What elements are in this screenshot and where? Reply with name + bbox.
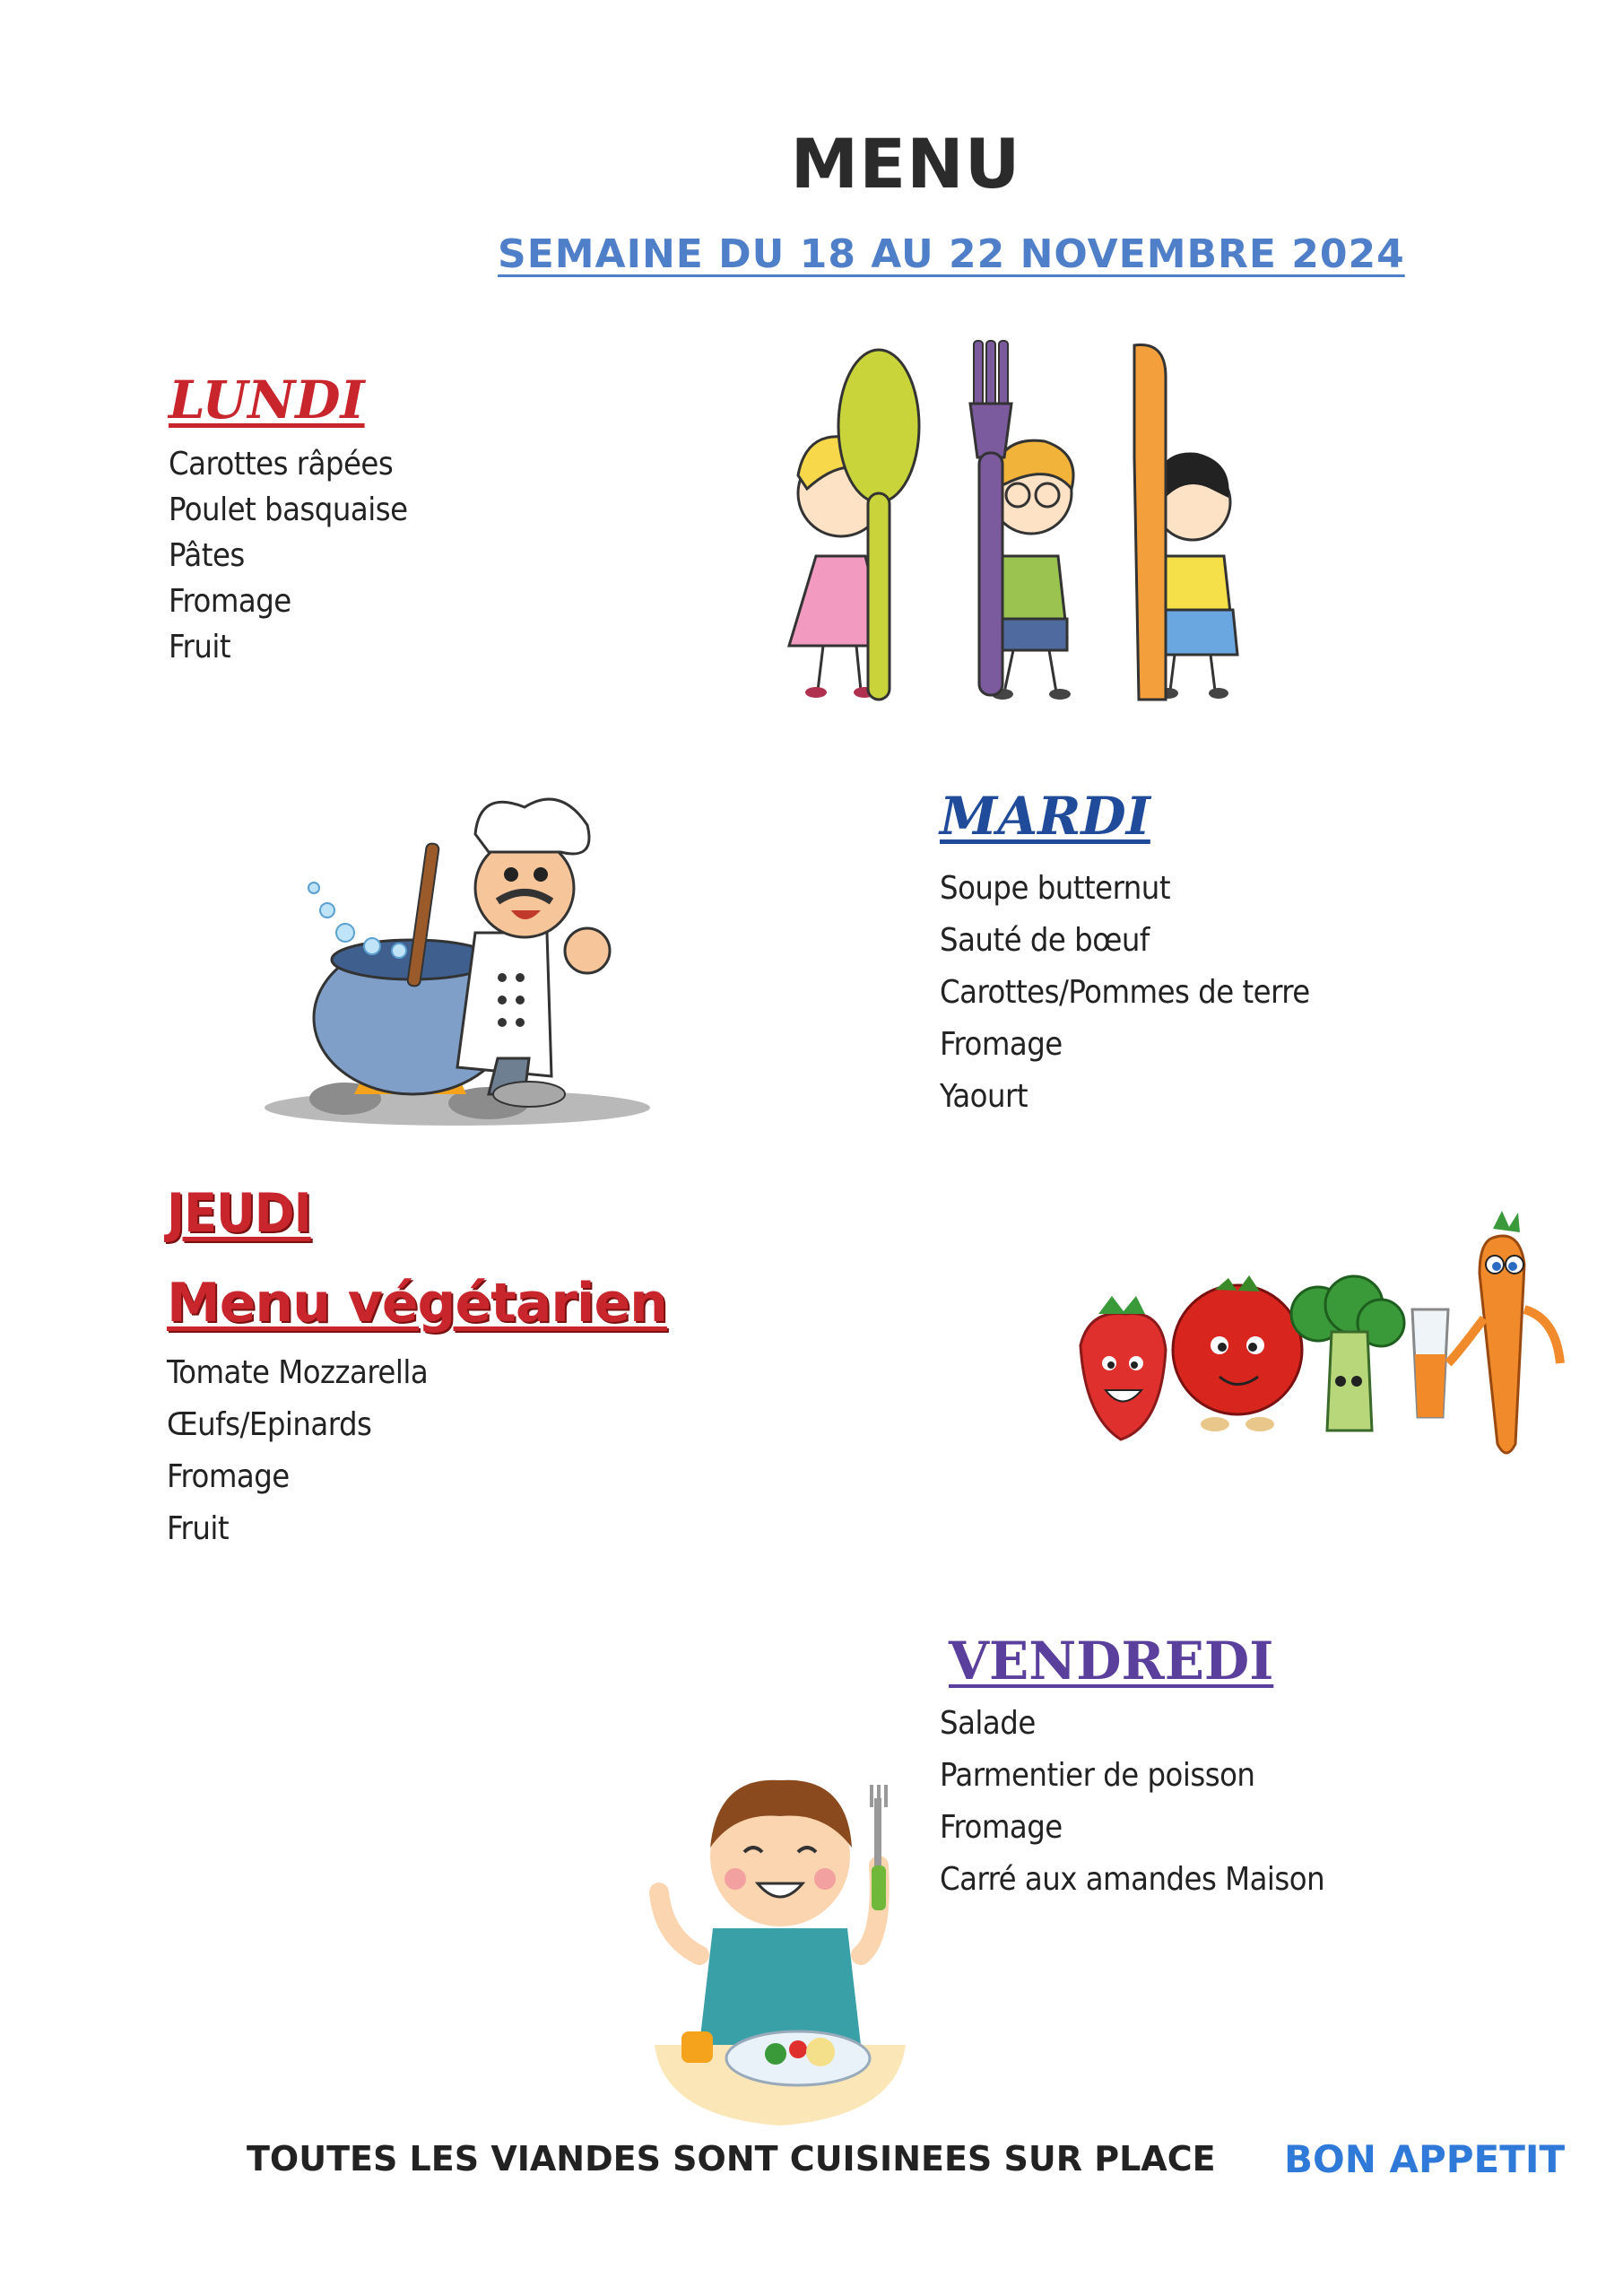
list-item: Yaourt xyxy=(940,1078,1028,1115)
list-item: Carottes râpées xyxy=(169,446,394,483)
list-item: Tomate Mozzarella xyxy=(167,1354,429,1391)
menu-list-vendredi xyxy=(940,1698,1324,1906)
vegetarian-subheading: Menu végétarien xyxy=(167,1272,667,1335)
list-item: Fromage xyxy=(169,583,291,620)
list-item: Pâtes xyxy=(169,537,245,574)
chef-cooking-illustration xyxy=(256,798,659,1148)
menu-list-jeudi xyxy=(167,1347,428,1555)
list-item: Fruit xyxy=(169,629,231,665)
day-heading-mardi: MARDI xyxy=(940,786,1150,847)
page-title: MENU xyxy=(790,124,1021,204)
list-item: Fromage xyxy=(940,1026,1063,1063)
list-item: Carottes/Pommes de terre xyxy=(940,974,1310,1011)
menu-list-mardi xyxy=(940,863,1310,1123)
list-item: Fromage xyxy=(167,1458,290,1495)
footer-closing: BON APPETIT xyxy=(1284,2137,1566,2181)
day-heading-jeudi: JEUDI xyxy=(167,1182,311,1245)
cutlery-kids-illustration xyxy=(744,341,1246,718)
list-item: Poulet basquaise xyxy=(169,491,408,528)
list-item: Œufs/Epinards xyxy=(167,1406,372,1443)
fruit-vegetable-characters-illustration xyxy=(1072,1220,1574,1462)
list-item: Carré aux amandes Maison xyxy=(940,1861,1325,1898)
list-item: Fromage xyxy=(940,1809,1063,1846)
list-item: Parmentier de poisson xyxy=(940,1757,1255,1794)
week-subtitle: SEMAINE DU 18 AU 22 NOVEMBRE 2024 xyxy=(498,231,1405,277)
footer-note: TOUTES LES VIANDES SONT CUISINEES SUR PLACE xyxy=(247,2139,1216,2179)
day-heading-lundi: LUNDI xyxy=(169,370,365,430)
day-heading-vendredi: VENDREDI xyxy=(949,1631,1274,1692)
list-item: Sauté de bœuf xyxy=(940,922,1150,959)
list-item: Fruit xyxy=(167,1510,230,1547)
child-eating-illustration xyxy=(646,1749,915,2135)
menu-list-lundi xyxy=(169,441,408,670)
list-item: Soupe butternut xyxy=(940,870,1171,907)
list-item: Salade xyxy=(940,1705,1036,1742)
